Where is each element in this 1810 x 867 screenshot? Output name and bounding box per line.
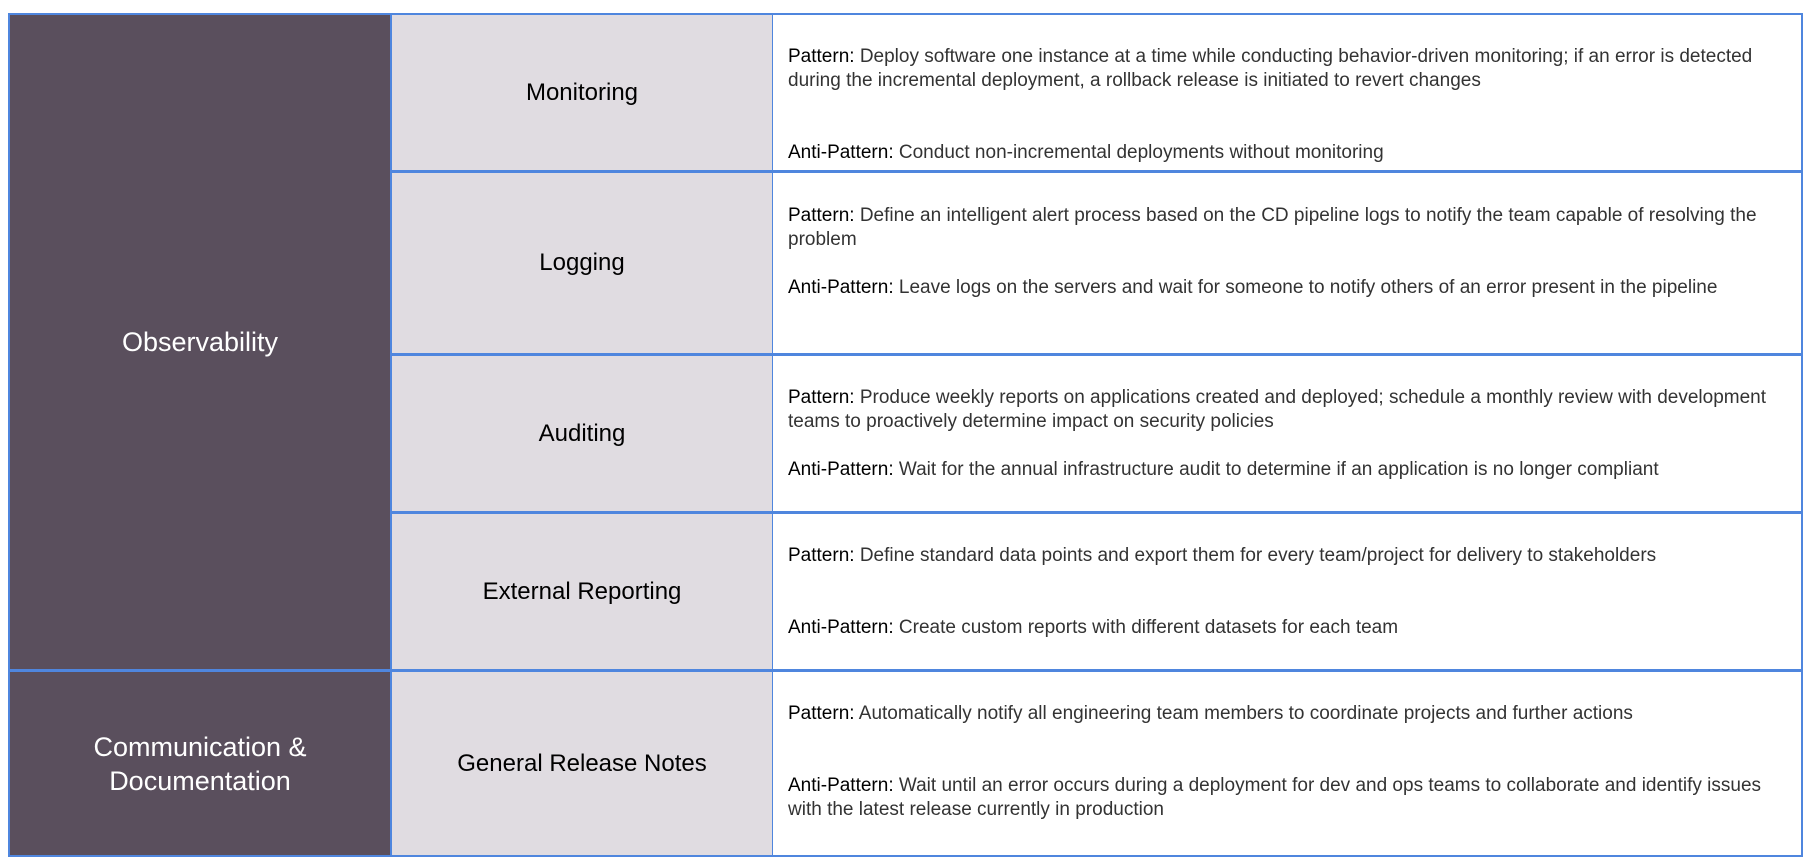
pattern-body: Deploy software one instance at a time while conducting behavior-driven monitoring; if an error is detected during the incremental deployment, a rollback release is initiated to revert changes — [788, 46, 1753, 91]
practice-auditing — [391, 354, 773, 513]
description-auditing — [772, 354, 1803, 513]
category-label-line-1: Communication & — [93, 731, 307, 762]
pattern-label: Pattern: — [788, 545, 855, 566]
practice-label: Auditing — [538, 419, 626, 447]
anti-pattern-body: Conduct non-incremental deployments without monitoring — [898, 142, 1384, 163]
description-general-release-notes — [772, 670, 1803, 857]
pattern-text — [788, 45, 1785, 93]
anti-pattern-body: Leave logs on the servers and wait for someone to notify others of an error present in the pipeline — [898, 277, 1718, 298]
practice-external-reporting — [391, 512, 773, 671]
practice-label: Monitoring — [525, 78, 639, 106]
patterns-table — [8, 13, 1802, 856]
pattern-text — [788, 204, 1785, 252]
category-observability — [8, 13, 392, 671]
pattern-body: Automatically notify all engineering team members to coordinate projects and further actions — [858, 703, 1633, 724]
practice-label: External Reporting — [482, 577, 682, 605]
anti-pattern-label: Anti-Pattern: — [788, 459, 894, 480]
anti-pattern-body: Wait for the annual infrastructure audit to determine if an application is no longer compliant — [898, 459, 1659, 480]
category-communication-documentation — [8, 670, 392, 857]
anti-pattern-text — [788, 458, 1785, 482]
category-label-line-2: Documentation — [109, 765, 291, 796]
anti-pattern-label: Anti-Pattern: — [788, 142, 894, 163]
pattern-label: Pattern: — [788, 205, 855, 226]
practice-logging — [391, 171, 773, 355]
pattern-label: Pattern: — [788, 703, 855, 724]
anti-pattern-text — [788, 276, 1785, 300]
anti-pattern-text — [788, 774, 1785, 822]
pattern-text — [788, 702, 1785, 726]
anti-pattern-body: Wait until an error occurs during a deployment for dev and ops teams to collaborate and identify issues with the latest release currently in production — [788, 775, 1762, 820]
pattern-label: Pattern: — [788, 387, 855, 408]
category-label — [93, 730, 306, 798]
pattern-body: Produce weekly reports on applications created and deployed; schedule a monthly review with development teams to proactively determine impact on security policies — [788, 387, 1767, 432]
pattern-text — [788, 386, 1785, 434]
practice-label: Logging — [539, 249, 625, 276]
anti-pattern-text — [788, 616, 1785, 640]
pattern-body: Define standard data points and export them for every team/project for delivery to stakeholders — [859, 545, 1657, 566]
anti-pattern-label: Anti-Pattern: — [788, 277, 894, 298]
practice-label: General Release Notes — [457, 749, 707, 777]
anti-pattern-text — [788, 141, 1785, 165]
anti-pattern-label: Anti-Pattern: — [788, 775, 894, 796]
anti-pattern-label: Anti-Pattern: — [788, 617, 894, 638]
description-monitoring — [772, 13, 1803, 172]
pattern-text — [788, 544, 1785, 568]
anti-pattern-body: Create custom reports with different datasets for each team — [898, 617, 1399, 638]
practice-general-release-notes — [391, 670, 773, 857]
pattern-label: Pattern: — [788, 46, 855, 67]
practice-monitoring — [391, 13, 773, 172]
pattern-body: Define an intelligent alert process based on the CD pipeline logs to notify the team capable of resolving the problem — [788, 205, 1757, 250]
description-external-reporting — [772, 512, 1803, 671]
description-logging — [772, 171, 1803, 355]
category-label: Observability — [121, 327, 279, 357]
